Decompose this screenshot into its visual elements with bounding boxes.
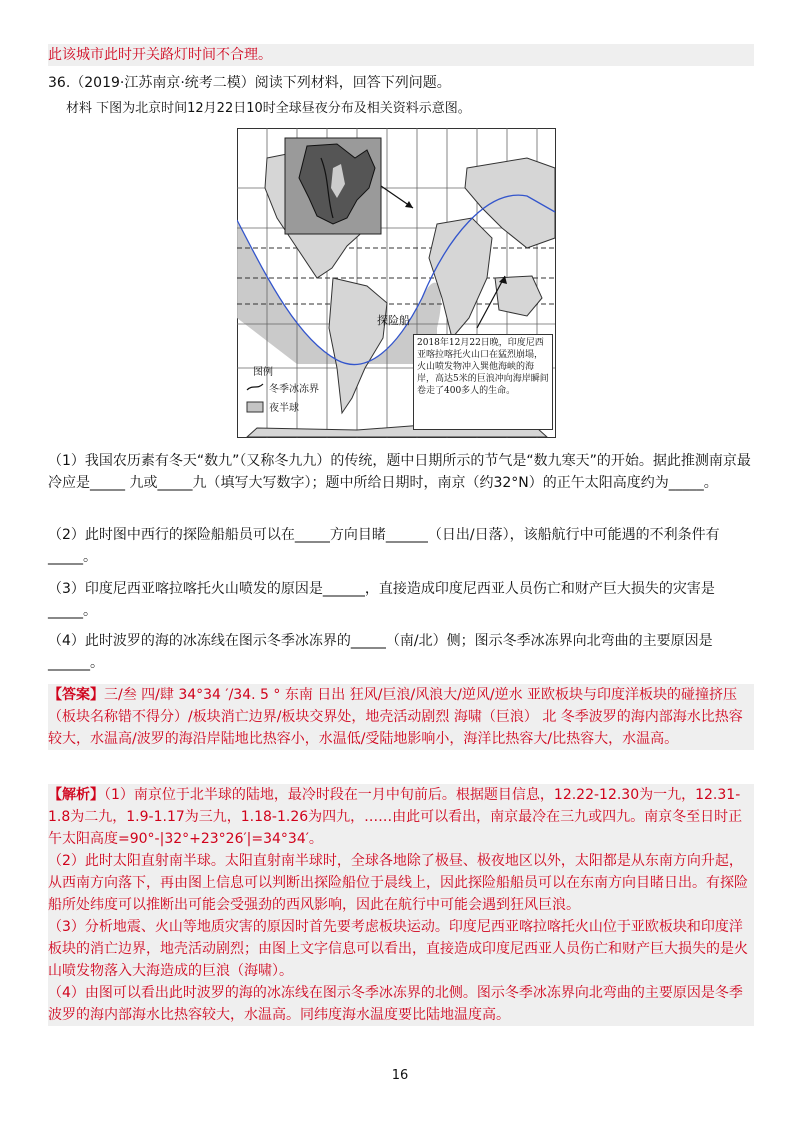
question-4	[48, 630, 754, 674]
question-4-text: （4）此时波罗的海的冰冻线在图示冬季冰冻界的_____（南/北）侧；图示冬季冰冻界向北弯曲的主要原因是______。	[48, 633, 713, 671]
analysis-label: 【解析】	[48, 787, 104, 803]
question-1	[48, 450, 754, 494]
question-header: 36.（2019·江苏南京·统考二模）阅读下列材料，回答下列问题。	[48, 75, 451, 91]
volcano-note-box	[413, 334, 553, 430]
volcano-note-text: 2018年12月22日晚，印度尼西亚喀拉喀托火山口在猛烈崩塌，火山喷发物冲入巽他海峡的海岸，高达5米的巨浪冲向海岸瞬间卷走了400多人的生命。	[417, 338, 549, 396]
answer-block	[48, 684, 754, 750]
answer-label: 【答案】	[48, 687, 104, 703]
question-2	[48, 524, 754, 568]
page-number: 16	[391, 1068, 409, 1083]
question-3	[48, 578, 754, 622]
question-3-text: （3）印度尼西亚喀拉喀托火山喷发的原因是______，直接造成印度尼西亚人员伤亡和财产巨大损失的灾害是_____。	[48, 581, 715, 619]
legend-night-swatch	[247, 402, 263, 412]
previous-answer-line: 此该城市此时开关路灯时间不合理。	[48, 44, 754, 66]
analysis-block	[48, 784, 754, 1026]
analysis-p4: （4）由图可以看出此时波罗的海的冰冻线在图示冬季冰冻界的北侧。图示冬季冰冻界向北弯曲的主要原因是冬季波罗的海内部海水比热容较大，水温高。同纬度海水温度要比陆地温度高。	[48, 985, 743, 1023]
analysis-p2: （2）此时太阳直射南半球。太阳直射南半球时，全球各地除了极昼、极夜地区以外，太阳都是从东南方向升起，从西南方向落下，再由图上信息可以判断出探险船位于晨线上，因此探险船船员可以在东南方向目睹日出。有探险船所处纬度可以推断出可能会受强劲的西风影响，因此在航行中可能会遇到狂风巨浪。	[48, 853, 748, 913]
question-1-text: （1）我国农历素有冬天“数九”（又称冬九九）的传统，题中日期所示的节气是“数九寒天”的开始。据此推测南京最冷应是_____ 九或_____九（填写大写数字）；题中所给日期时，南京（约32°N）的正午太阳高度约为_____。	[48, 453, 751, 491]
question-2-text: （2）此时图中西行的探险船船员可以在_____方向目睹______（日出/日落），该船航行中可能遇的不利条件有_____。	[48, 527, 720, 565]
analysis-p3: （3）分析地震、火山等地质灾害的原因时首先要考虑板块运动。印度尼西亚喀拉喀托火山位于亚欧板块和印度洋板块的消亡边界，地壳活动剧烈；由图上文字信息可以看出，直接造成印度尼西亚人员伤亡和财产巨大损失的是火山喷发物落入大海造成的巨浪（海啸）。	[48, 919, 748, 979]
analysis-p1: （1）南京位于北半球的陆地，最冷时段在一月中旬前后。根据题目信息，12.22-12.30为一九，12.31-1.8为二九，1.9-1.17为三九，1.18-1.26为四九，……由此可以看出，南京最冷在三九或四九。南京冬至日时正午太阳高度=90°-|32°+23°26′|=34°34′。	[48, 787, 743, 847]
legend-title: 图例	[253, 367, 273, 378]
legend-ice-label: 冬季冰冻界	[269, 384, 319, 395]
ship-label: 探险船	[377, 314, 410, 327]
world-map-figure	[237, 128, 567, 438]
answer-text: 三/叁 四/肆 34°34 ′/34. 5 ° 东南 日出 狂风/巨浪/风浪大/逆风/逆水 亚欧板块与印度洋板块的碰撞挤压（板块名称错不得分）/板块消亡边界/板块交界处，地壳活动剧烈 海啸（巨浪） 北 冬季波罗的海内部海水比热容较大，水温高/波罗的海沿岸陆地比热容小，水温低/受陆地影响小，海洋比热容大/比热容大，水温高。	[48, 687, 743, 747]
baltic-inset	[285, 138, 381, 234]
material-caption: 材料 下图为北京时间12月22日10时全球昼夜分布及相关资料示意图。	[66, 101, 471, 116]
legend-night-label: 夜半球	[269, 403, 299, 414]
